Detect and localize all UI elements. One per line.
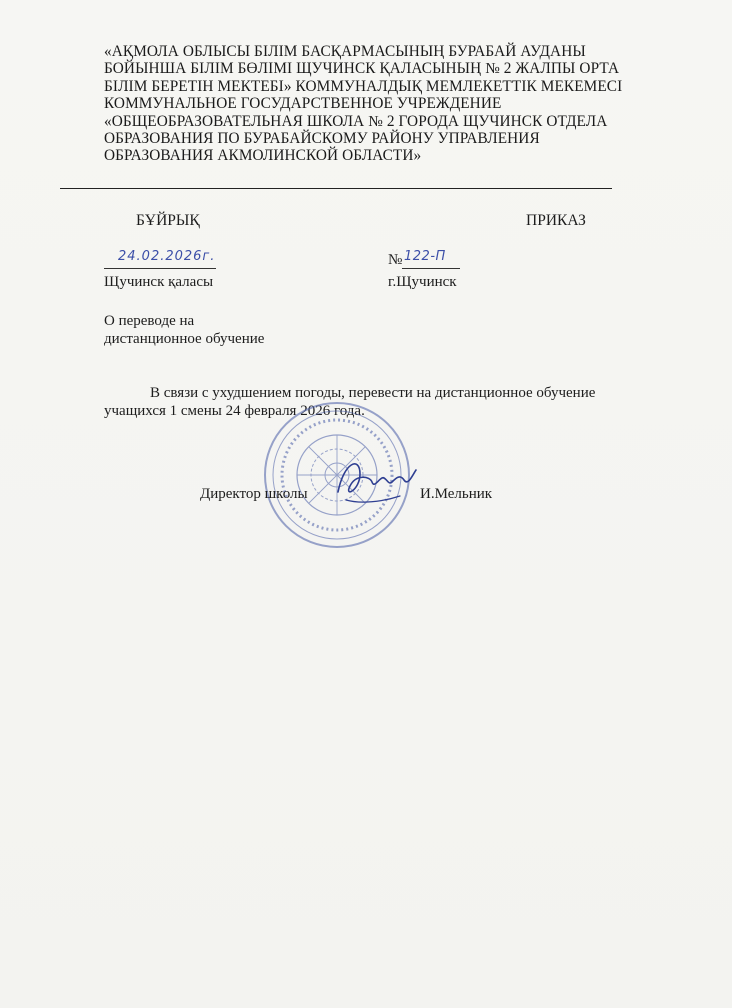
header-line: ОБРАЗОВАНИЯ ПО БУРАБАЙСКОМУ РАЙОНУ УПРАВЛЕНИЯ xyxy=(104,130,540,148)
handwritten-order-number: 122-П xyxy=(404,249,446,264)
header-line: БІЛІМ БЕРЕТІН МЕКТЕБІ» КОММУНАЛДЫҚ МЕМЛЕКЕТТІК МЕКЕМЕСІ xyxy=(104,77,623,95)
header-line: КОММУНАЛЬНОЕ ГОСУДАРСТВЕННОЕ УЧРЕЖДЕНИЕ xyxy=(104,95,502,113)
body-line: В связи с ухудшением погоды, перевести на дистанционное обучение xyxy=(150,385,596,401)
doc-type-kazakh: БҰЙРЫҚ xyxy=(136,212,200,229)
city-kazakh: Щучинск қаласы xyxy=(104,274,214,290)
header-line: БОЙЫНША БІЛІМ БӨЛІМІ ЩУЧИНСК ҚАЛАСЫНЫҢ № 2 ЖАЛПЫ ОРТА xyxy=(104,60,620,78)
handwritten-date: 24.02.2026г. xyxy=(118,249,216,264)
signer-name: И.Мельник xyxy=(420,486,493,502)
body-line: учащихся 1 смены 24 февраля 2026 года. xyxy=(104,403,365,419)
order-subject xyxy=(104,312,264,348)
header-line: «АҚМОЛА ОБЛЫСЫ БІЛІМ БАСҚАРМАСЫНЫҢ БУРАБАЙ АУДАНЫ xyxy=(104,43,586,60)
doc-type-russian: ПРИКАЗ xyxy=(526,212,586,229)
header-divider xyxy=(60,188,612,189)
number-sign: № xyxy=(388,252,403,268)
date-underline xyxy=(104,268,216,269)
subject-line: О переводе на xyxy=(104,313,195,329)
header-line: «ОБЩЕОБРАЗОВАТЕЛЬНАЯ ШКОЛА № 2 ГОРОДА ЩУЧИНСК ОТДЕЛА xyxy=(104,112,608,130)
city-russian: г.Щучинск xyxy=(388,274,457,290)
director-signature xyxy=(330,452,420,514)
organization-header xyxy=(104,43,664,165)
header-line: ОБРАЗОВАНИЯ АКМОЛИНСКОЙ ОБЛАСТИ» xyxy=(104,147,422,165)
number-underline xyxy=(402,268,460,269)
signer-title: Директор школы xyxy=(200,486,308,502)
subject-line: дистанционное обучение xyxy=(104,331,265,347)
